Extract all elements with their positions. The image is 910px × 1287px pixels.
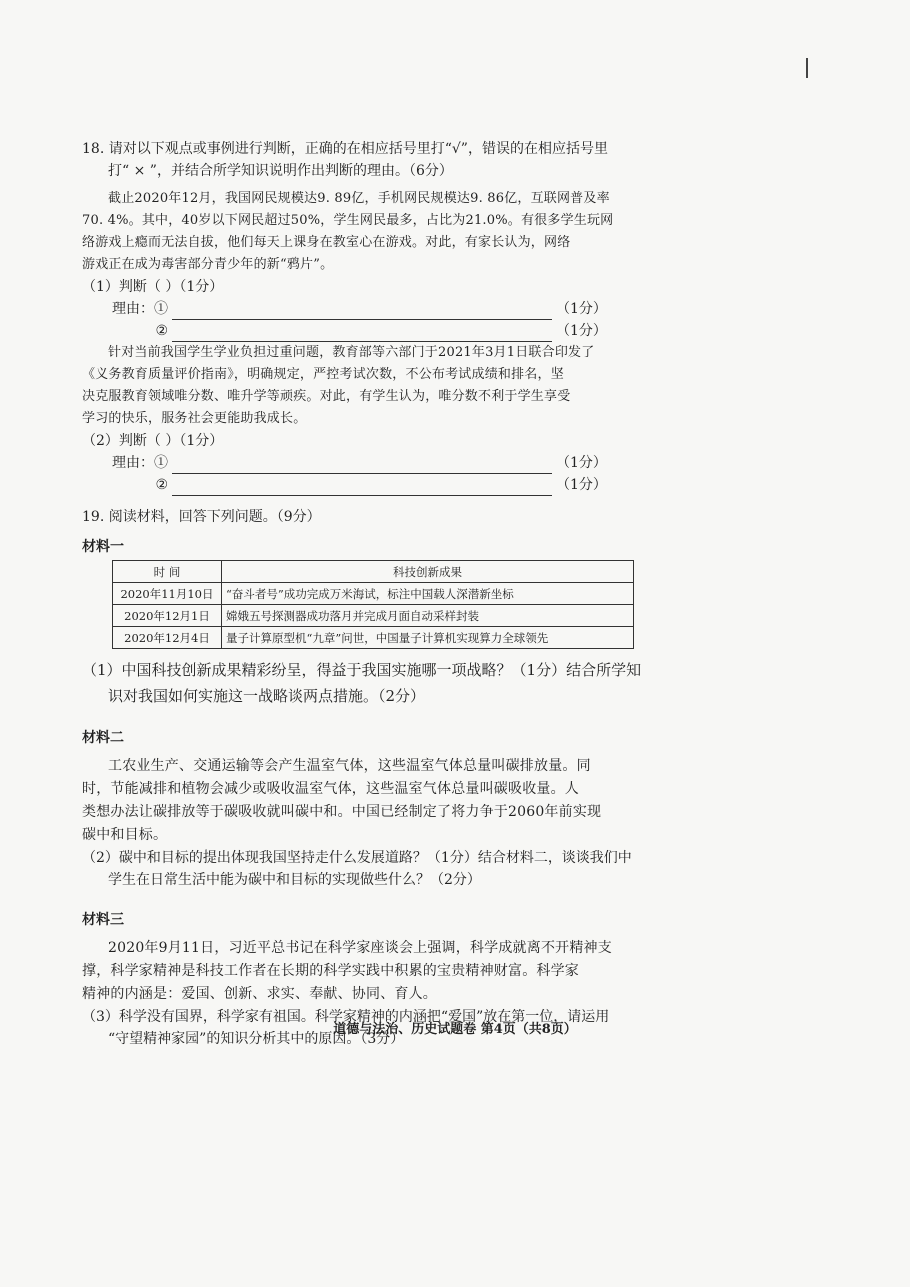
reason-label: ② bbox=[155, 477, 168, 493]
q18-prompt-line2: 打“ × ”，并结合所学知识说明作出判断的理由。（6分） bbox=[108, 163, 453, 179]
q18-reason1-row1 bbox=[82, 298, 642, 320]
table-row bbox=[113, 605, 634, 627]
points-label: （1分） bbox=[556, 301, 607, 317]
material3-label: 材料三 bbox=[82, 912, 124, 928]
table-header-time: 时 间 bbox=[113, 561, 222, 583]
page-content bbox=[82, 138, 642, 1050]
q18-material1-line3: 络游戏上瘾而无法自拔，他们每天上课身在教室心在游戏。对此，有家长认为，网络 bbox=[82, 235, 571, 250]
table-row bbox=[113, 627, 634, 649]
table-cell-achievement: 嫦娥五号探测器成功落月并完成月面自动采样封装 bbox=[222, 605, 634, 627]
m3-line1: 2020年9月11日，习近平总书记在科学家座谈会上强调，科学成就离不开精神支 bbox=[108, 940, 612, 956]
answer-blank[interactable] bbox=[172, 459, 552, 474]
table-cell-date: 2020年12月1日 bbox=[113, 605, 222, 627]
m2-line2: 时，节能减排和植物会减少或吸收温室气体，这些温室气体总量叫碳吸收量。人 bbox=[82, 781, 579, 797]
q19-sub2-line2: 学生在日常生活中能为碳中和目标的实现做些什么？（2分） bbox=[108, 872, 481, 888]
q19-sub3-line2: “守望精神家园”的知识分析其中的原因。（3分） bbox=[108, 1031, 405, 1047]
points-label: （1分） bbox=[556, 477, 607, 493]
q18-material2-line3: 决克服教育领域唯分数、唯升学等顽疾。对此，有学生认为，唯分数不利于学生享受 bbox=[82, 389, 571, 404]
table-cell-achievement: 量子计算原型机“九章”问世，中国量子计算机实现算力全球领先 bbox=[222, 627, 634, 649]
q19-sub1-line1: （1）中国科技创新成果精彩纷呈，得益于我国实施哪一项战略？（1分）结合所学知 bbox=[82, 661, 642, 679]
q18-reason2-row1 bbox=[82, 452, 642, 474]
q18-material1-line2: 70. 4%。其中，40岁以下网民超过50%，学生网民最多，占比为21.0%。有很多学生玩网 bbox=[82, 213, 614, 228]
m2-line4: 碳中和目标。 bbox=[82, 827, 168, 843]
table-cell-date: 2020年12月4日 bbox=[113, 627, 222, 649]
reason-label: 理由：① bbox=[112, 455, 168, 471]
table-cell-achievement: “奋斗者号”成功完成万米海试，标注中国载人深潜新坐标 bbox=[222, 583, 634, 605]
m3-line3: 精神的内涵是：爱国、创新、求实、奉献、协同、育人。 bbox=[82, 986, 437, 1002]
answer-blank[interactable] bbox=[172, 327, 552, 342]
reason-label: ② bbox=[155, 323, 168, 339]
page-footer: 道德与法治、历史试题卷 第4页（共8页） bbox=[333, 1022, 577, 1037]
q18-prompt-line1: 18. 请对以下观点或事例进行判断，正确的在相应括号里打“√”，错误的在相应括号里 bbox=[82, 141, 608, 157]
reason-label: 理由：① bbox=[112, 301, 168, 317]
m2-line3: 类想办法让碳排放等于碳吸收就叫碳中和。中国已经制定了将力争于2060年前实现 bbox=[82, 804, 602, 820]
page-edge-mark bbox=[806, 58, 808, 78]
q18-material1-line4: 游戏正在成为毒害部分青少年的新“鸦片”。 bbox=[82, 257, 334, 272]
q18-judge1: （1）判断（ ）（1分） bbox=[82, 279, 224, 295]
q18-reason2-row2 bbox=[82, 474, 642, 496]
innovation-table bbox=[112, 560, 634, 649]
q19-sub3-line1: （3）科学没有国界，科学家有祖国。科学家精神的内涵把“爱国”放在第一位，请运用 bbox=[82, 1009, 610, 1025]
q19-title: 19. 阅读材料，回答下列问题。（9分） bbox=[82, 509, 321, 525]
answer-blank[interactable] bbox=[172, 305, 552, 320]
material2-label: 材料二 bbox=[82, 730, 124, 746]
q18-material2-line2: 《义务教育质量评价指南》，明确规定，严控考试次数，不公布考试成绩和排名，坚 bbox=[82, 367, 564, 382]
q19-sub2-line1: （2）碳中和目标的提出体现我国坚持走什么发展道路？（1分）结合材料二，谈谈我们中 bbox=[82, 850, 632, 866]
points-label: （1分） bbox=[556, 323, 607, 339]
answer-blank[interactable] bbox=[172, 481, 552, 496]
table-row bbox=[113, 583, 634, 605]
q18-judge2: （2）判断（ ）（1分） bbox=[82, 433, 224, 449]
q18-reason1-row2 bbox=[82, 320, 642, 342]
m2-line1: 工农业生产、交通运输等会产生温室气体，这些温室气体总量叫碳排放量。同 bbox=[108, 758, 591, 774]
q18-material2-line4: 学习的快乐，服务社会更能助我成长。 bbox=[82, 411, 307, 426]
q18-material2-line1: 针对当前我国学生学业负担过重问题，教育部等六部门于2021年3月1日联合印发了 bbox=[108, 345, 595, 360]
table-header-achievement: 科技创新成果 bbox=[222, 561, 634, 583]
table-cell-date: 2020年11月10日 bbox=[113, 583, 222, 605]
points-label: （1分） bbox=[556, 455, 607, 471]
m3-line2: 撑，科学家精神是科技工作者在长期的科学实践中积累的宝贵精神财富。科学家 bbox=[82, 963, 579, 979]
table-header-row bbox=[113, 561, 634, 583]
material1-label: 材料一 bbox=[82, 539, 124, 555]
q19-sub1-line2: 识对我国如何实施这一战略谈两点措施。（2分） bbox=[108, 687, 426, 705]
q18-material1-line1: 截止2020年12月，我国网民规模达9. 89亿，手机网民规模达9. 86亿，互联网普及率 bbox=[108, 191, 610, 206]
